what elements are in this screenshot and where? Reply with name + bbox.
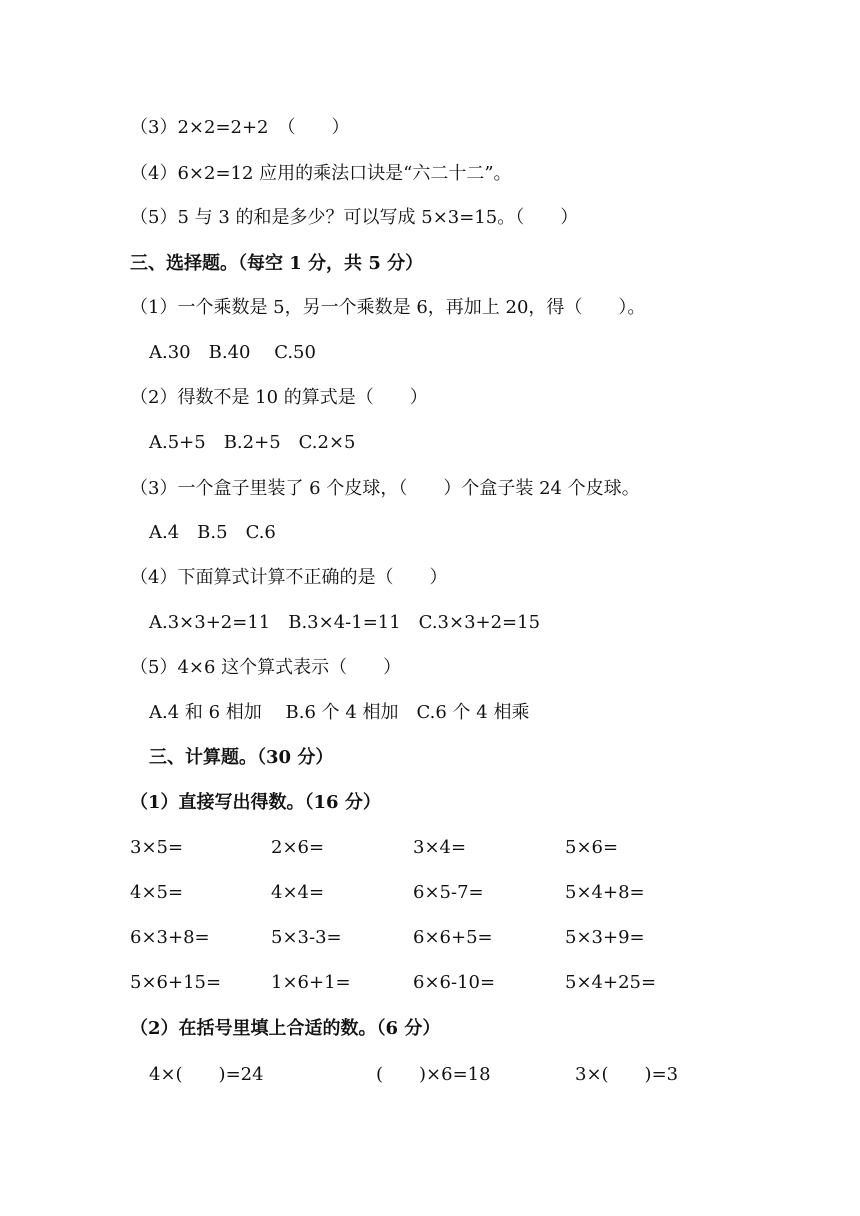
choice-options-4: A.3×3+2=11 B.3×4-1=11 C.3×3+2=15 (149, 612, 541, 633)
calc-item: 6×3+8= (130, 927, 210, 948)
choice-question-2: （2）得数不是 10 的算式是（ ） (130, 387, 428, 408)
fill-blank-item: 3×( )=3 (575, 1064, 679, 1085)
choice-question-1: （1）一个乘数是 5，另一个乘数是 6，再加上 20，得（ ）。 (130, 297, 646, 318)
judgement-item-5: （5）5 与 3 的和是多少？可以写成 5×3=15。（ ） (130, 207, 579, 228)
choice-question-4: （4）下面算式计算不正确的是（ ） (130, 567, 448, 588)
choice-section-heading: 三、选择题。（每空 1 分，共 5 分） (130, 253, 424, 274)
calc-item: 6×6+5= (413, 927, 493, 948)
judgement-item-4: （4）6×2=12 应用的乘法口诀是“六二十二”。 (130, 163, 512, 184)
choice-options-1: A.30 B.40 C.50 (149, 342, 316, 363)
choice-question-3: （3）一个盒子里装了 6 个皮球，（ ）个盒子装 24 个皮球。 (130, 478, 640, 499)
calc-item: 5×3+9= (565, 927, 645, 948)
fill-blank-item: ( )×6=18 (376, 1064, 491, 1085)
calc-item: 5×3-3= (271, 927, 342, 948)
calc-item: 6×6-10= (413, 972, 496, 993)
choice-options-3: A.4 B.5 C.6 (149, 522, 276, 543)
calc-item: 3×5= (130, 837, 184, 858)
calc-item: 1×6+1= (271, 972, 351, 993)
calc-item: 5×6+15= (130, 972, 222, 993)
calc-item: 6×5-7= (413, 882, 484, 903)
calc-item: 2×6= (271, 837, 325, 858)
calc-section-heading: 三、计算题。（30 分） (149, 747, 334, 768)
choice-options-5: A.4 和 6 相加 B.6 个 4 相加 C.6 个 4 相乘 (149, 702, 530, 723)
judgement-item-3: （3）2×2=2+2 （ ） (130, 117, 350, 138)
choice-options-2: A.5+5 B.2+5 C.2×5 (149, 432, 356, 453)
fill-blank-item: 4×( )=24 (149, 1064, 264, 1085)
calc-item: 4×5= (130, 882, 184, 903)
calc-item: 5×4+8= (565, 882, 645, 903)
choice-question-5: （5）4×6 这个算式表示（ ） (130, 657, 402, 678)
calc-part1-heading: （1）直接写出得数。（16 分） (130, 792, 381, 813)
calc-item: 5×4+25= (565, 972, 657, 993)
calc-item: 4×4= (271, 882, 325, 903)
calc-part2-heading: （2）在括号里填上合适的数。（6 分） (130, 1018, 441, 1039)
calc-item: 5×6= (565, 837, 619, 858)
calc-item: 3×4= (413, 837, 467, 858)
